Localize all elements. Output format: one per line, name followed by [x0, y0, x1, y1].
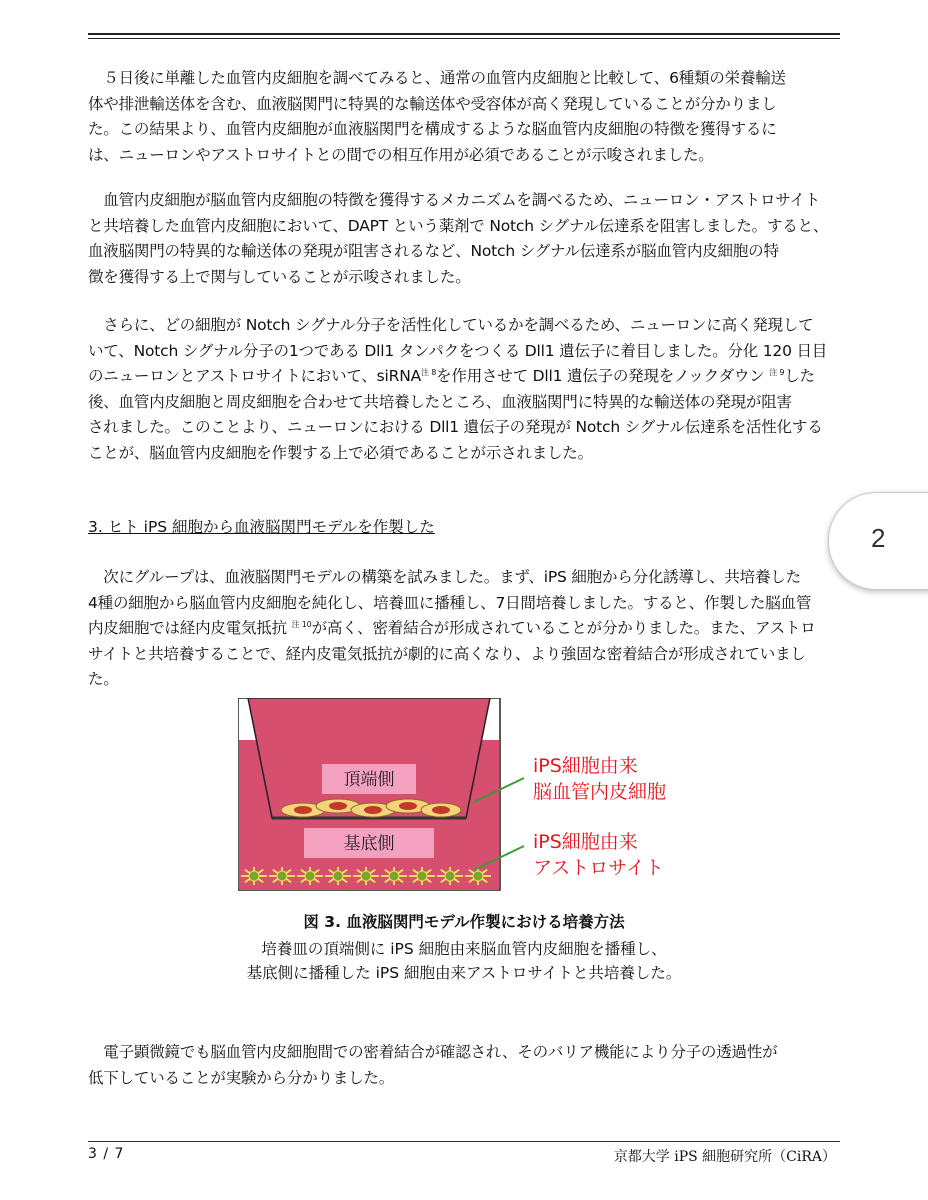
footer-rule: [88, 1141, 840, 1142]
paragraph-3-part-b: を作用させて Dll1 遺伝子の発現をノックダウン: [436, 367, 770, 385]
basal-label: 基底側: [343, 834, 395, 854]
footer-organization: 京都大学 iPS 細胞研究所（CiRA）: [613, 1149, 836, 1165]
astrocyte-cell: [445, 871, 455, 881]
figure-caption-line1: 培養皿の頂端側に iPS 細胞由来脳血管内皮細胞を播種し、: [261, 940, 667, 958]
astrocyte-label-line1: iPS細胞由来: [533, 831, 638, 853]
paragraph-5: 電子顕微鏡でも脳血管内皮細胞間での密着結合が確認され、そのバリア機能により分子の透過性が 低下していることが実験から分かりました。: [88, 1043, 778, 1087]
paragraph-4-part-a: 次にグループは、血液脳関門モデルの構築を試みました。まず、iPS 細胞から分化誘導し、共培養した 4種の細胞から脳血管内皮細胞を純化し、培養皿に播種し、7日間培養しました。すると、作製した脳血管 内皮細胞では経内皮電気抵抗: [88, 568, 812, 637]
astrocyte-cell: [305, 871, 315, 881]
endothelial-label-line1: iPS細胞由来: [533, 755, 638, 777]
note-9-superscript: 注 9: [769, 367, 785, 377]
astrocyte-label-line2: アストロサイト: [533, 857, 664, 879]
astrocyte-cell: [277, 871, 287, 881]
page-indicator-number: 2: [871, 523, 886, 553]
page-indicator-tab[interactable]: [828, 492, 928, 590]
astrocyte-cell: [389, 871, 399, 881]
astrocyte-cell: [249, 871, 259, 881]
figure-caption-line2: 基底側に播種した iPS 細胞由来アストロサイトと共培養した。: [246, 964, 682, 982]
insert-well: [248, 698, 490, 818]
endothelial-label-line2: 脳血管内皮細胞: [533, 781, 667, 803]
astrocyte-cell: [473, 871, 483, 881]
paragraph-1: ５日後に単離した血管内皮細胞を調べてみると、通常の血管内皮細胞と比較して、6種類の栄養輸送 体や排泄輸送体を含む、血液脳関門に特異的な輸送体や受容体が高く発現していることが分かりまし た。この結果より、血管内皮細胞が血液脳関門を構成するような脳血管内皮細胞の特徴を獲得するに は、ニューロンやアストロサイトとの間での相互作用が必須であることが示唆されました。: [88, 69, 786, 164]
paragraph-4: [88, 565, 840, 693]
note-8-superscript: 注 8: [421, 367, 437, 377]
astrocyte-cell: [417, 871, 427, 881]
astrocyte-cell: [333, 871, 343, 881]
paragraph-3-part-a: さらに、どの細胞が Notch シグナル分子を活性化しているかを調べるため、ニューロンに高く発現して いて、Notch シグナル分子の1つである Dll1 タンパクをつくる Dll1 遺伝子に着目しました。分化 120 日目 のニューロンとアストロサイトにおいて、siRNA: [88, 316, 828, 385]
section-heading: 3. ヒト iPS 細胞から血液脳関門モデルを作製した: [88, 518, 435, 536]
note-10-superscript: 注 10: [291, 619, 312, 629]
paragraph-2: 血管内皮細胞が脳血管内皮細胞の特徴を獲得するメカニズムを調べるため、ニューロン・アストロサイト と共培養した血管内皮細胞において、DAPT という薬剤で Notch シグナル伝達系を阻害しました。すると、 血液脳関門の特異的な輸送体の発現が阻害されるなど、Notch シグナル伝達系が脳血管内皮細胞の特 徴を獲得する上で関与していることが示唆されました。: [88, 191, 829, 286]
footer-page-number: 3 / 7: [88, 1146, 125, 1162]
paragraph-3-part-c: した 後、血管内皮細胞と周皮細胞を合わせて共培養したところ、血液脳関門に特異的な輸送体の発現が阻害 されました。このことより、ニューロンにおける Dll1 遺伝子の発現が Notch シグナル伝達系を活性化する ことが、脳血管内皮細胞を作製する上で必須であることが示されました。: [88, 367, 823, 462]
figure-caption-title: 図 3. 血液脳関門モデル作製における培養方法: [303, 913, 625, 931]
apical-label: 頂端側: [343, 770, 395, 790]
astrocyte-cell: [361, 871, 371, 881]
paragraph-3: [88, 313, 840, 466]
culture-diagram: [238, 698, 698, 898]
header-rule-thin: [88, 38, 840, 39]
paragraph-4-part-b: が高く、密着結合が形成されていることが分かりました。また、アストロ サイトと共培養することで、経内皮電気抵抗が劇的に高くなり、より強固な密着結合が形成されていまし た。: [88, 619, 816, 688]
header-rule: [88, 33, 840, 35]
